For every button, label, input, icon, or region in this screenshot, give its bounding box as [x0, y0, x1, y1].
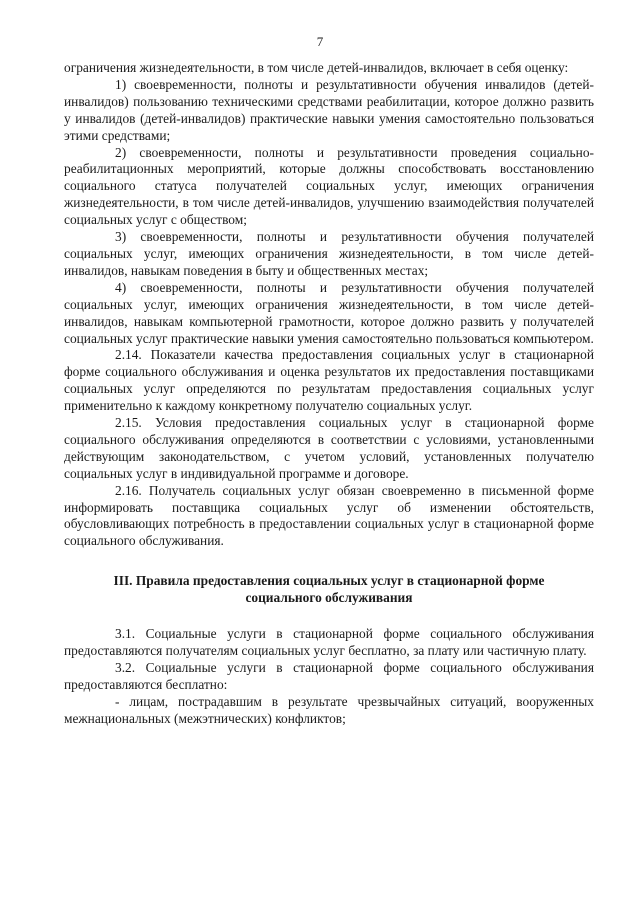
- page-number: 7: [316, 34, 324, 49]
- paragraph-2-16: 2.16. Получатель социальных услуг обязан своевременно в письменной форме информировать поставщика социальных услуг об изменении обстоятельств, обусловливающих потребность в предоставлении социальных услуг в стационарной форме социального обслуживания.: [64, 482, 594, 549]
- paragraph-item-4: 4) своевременности, полноты и результативности обучения получателей социальных услуг, имеющих ограничения жизнедеятельности, в том числе детей-инвалидов, навыкам компьютерной грамотности, которое должно развить у получателей социальных услуг практические навыки умения самостоятельно пользоваться компьютером.: [64, 279, 594, 346]
- paragraph-item-2: 2) своевременности, полноты и результативности проведения социально-реабилитационных мероприятий, которые должны способствовать восстановлению социального статуса получателей социальных услуг, имеющих ограничения жизнедеятельности, в том числе детей-инвалидов, улучшению взаимодействия получателей социальных услуг с обществом;: [64, 144, 594, 228]
- section-heading-line-2: социального обслуживания: [245, 590, 413, 606]
- document-body: [64, 60, 594, 728]
- paragraph-item-1: 1) своевременности, полноты и результативности обучения инвалидов (детей-инвалидов) пользованию техническими средствами реабилитации, которое должно развить у инвалидов (детей-инвалидов) практические навыки умения самостоятельно пользоваться этими средствами;: [64, 76, 594, 143]
- paragraph-2-14: 2.14. Показатели качества предоставления социальных услуг в стационарной форме социального обслуживания и оценка результатов их предоставления поставщиками социальных услуг определяются по результатам предоставления социальных услуг применительно к каждому конкретному получателю социальных услуг.: [64, 347, 594, 414]
- paragraph-2-15: 2.15. Условия предоставления социальных услуг в стационарной форме социального обслуживания определяются в соответствии с условиями, установленными действующим законодательством, с учетом условий, установленных получателю социальных услуг в индивидуальной программе и договоре.: [64, 415, 594, 481]
- paragraph-continuation: ограничения жизнедеятельности, в том числе детей-инвалидов, включает в себя оценку:: [64, 60, 569, 75]
- paragraph-3-2: 3.2. Социальные услуги в стационарной форме социального обслуживания предоставляются бесплатно:: [64, 660, 594, 692]
- section-heading: [64, 572, 594, 606]
- section-heading-line-1: III. Правила предоставления социальных услуг в стационарной форме: [113, 573, 545, 589]
- paragraph-3-1: 3.1. Социальные услуги в стационарной форме социального обслуживания предоставляются получателям социальных услуг бесплатно, за плату или частичную плату.: [64, 626, 594, 659]
- paragraph-3-2-item: - лицам, пострадавшим в результате чрезвычайных ситуаций, вооруженных межнациональных (межэтнических) конфликтов;: [64, 693, 594, 726]
- paragraph-item-3: 3) своевременности, полноты и результативности обучения получателей социальных услуг, имеющих ограничения жизнедеятельности, в том числе детей-инвалидов, навыкам поведения в быту и общественных местах;: [64, 229, 594, 278]
